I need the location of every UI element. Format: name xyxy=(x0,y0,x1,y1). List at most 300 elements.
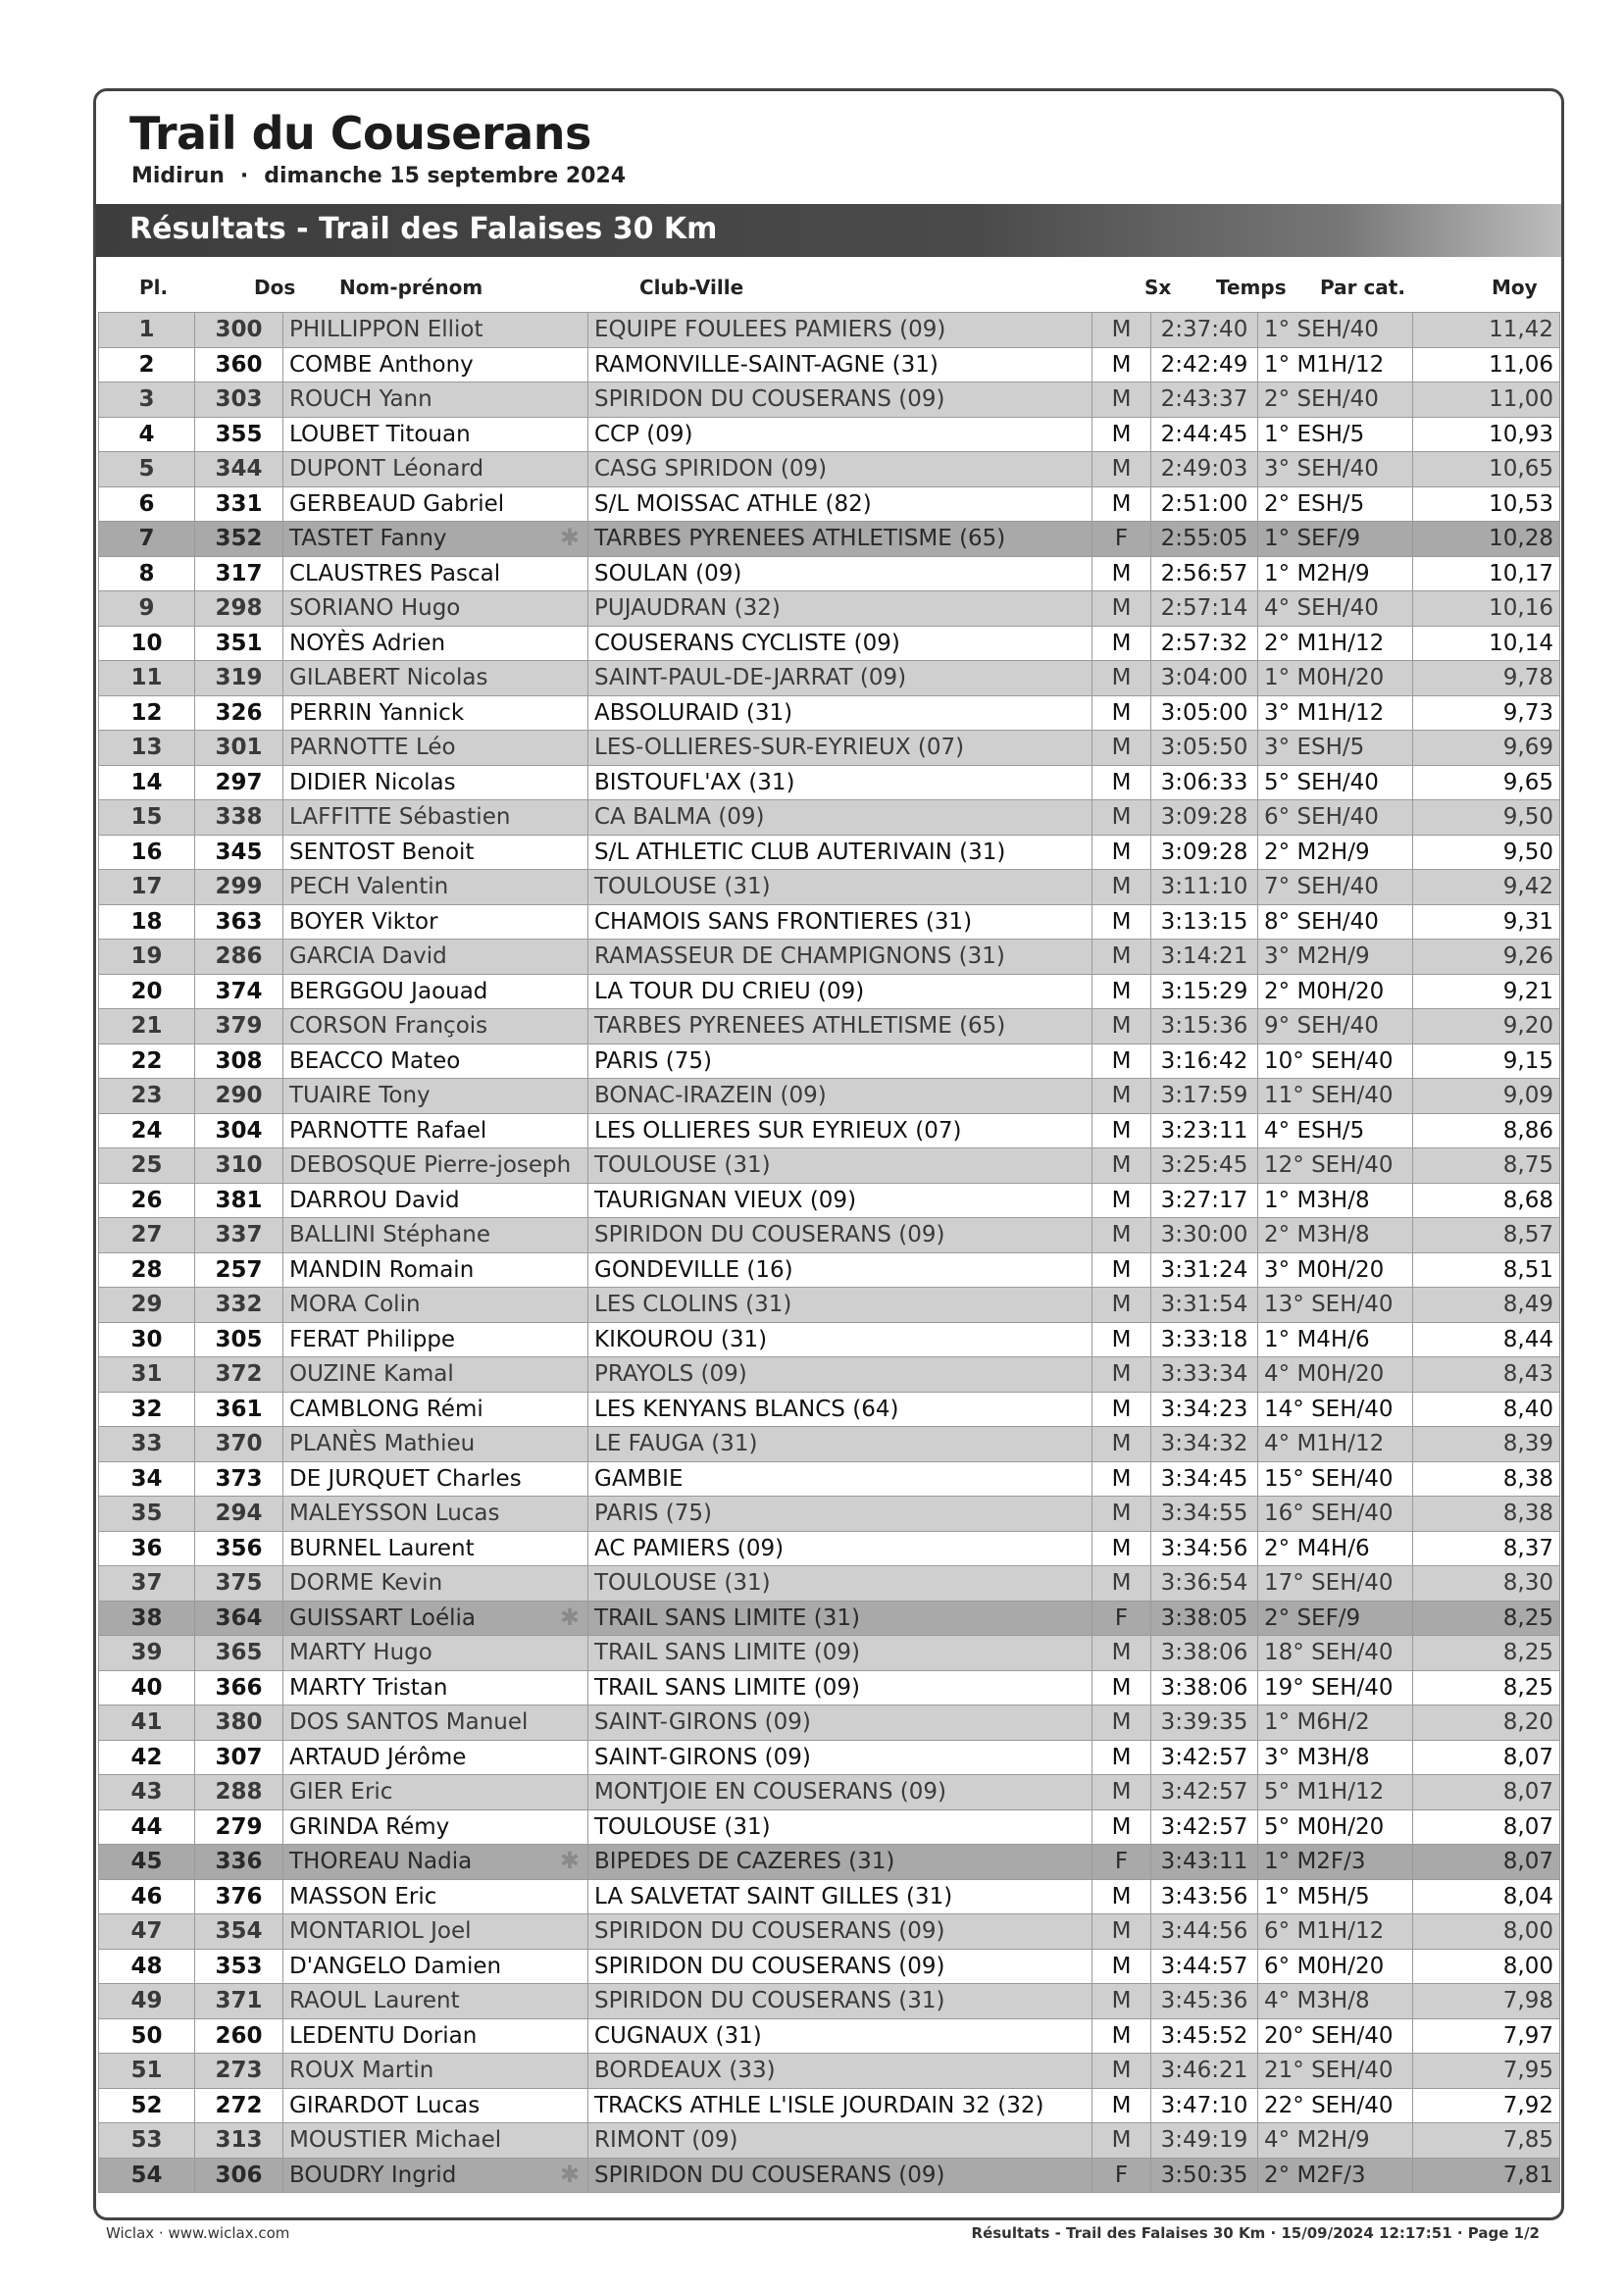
cell-pl: 45 xyxy=(99,1845,195,1880)
cell-moy: 9,09 xyxy=(1413,1079,1560,1114)
cell-sx: M xyxy=(1092,1566,1151,1602)
cell-club: KIKOUROU (31) xyxy=(588,1322,1092,1357)
cell-sx: M xyxy=(1092,835,1151,870)
cell-nom: COMBE Anthony xyxy=(283,347,588,382)
cell-moy: 8,07 xyxy=(1413,1809,1560,1845)
cell-moy: 7,97 xyxy=(1413,2018,1560,2054)
table-row xyxy=(99,1566,1560,1602)
cell-club: TARBES PYRENEES ATHLETISME (65) xyxy=(588,1009,1092,1044)
cell-cat: 21° SEH/40 xyxy=(1258,2054,1413,2089)
cell-pl: 19 xyxy=(99,940,195,975)
table-row xyxy=(99,1531,1560,1566)
cell-cat: 17° SEH/40 xyxy=(1258,1566,1413,1602)
cell-temps: 3:23:11 xyxy=(1151,1113,1258,1148)
cell-dos: 298 xyxy=(195,591,283,627)
cell-cat: 10° SEH/40 xyxy=(1258,1044,1413,1079)
table-row xyxy=(99,731,1560,766)
cell-pl: 4 xyxy=(99,417,195,452)
cell-nom: GILABERT Nicolas xyxy=(283,661,588,696)
cell-moy: 8,38 xyxy=(1413,1461,1560,1497)
cell-cat: 18° SEH/40 xyxy=(1258,1636,1413,1671)
cell-club: CUGNAUX (31) xyxy=(588,2018,1092,2054)
cell-sx: M xyxy=(1092,1218,1151,1253)
cell-temps: 3:44:56 xyxy=(1151,1914,1258,1950)
table-row xyxy=(99,1914,1560,1950)
table-row xyxy=(99,695,1560,731)
cell-cat: 3° SEH/40 xyxy=(1258,452,1413,487)
cell-sx: M xyxy=(1092,661,1151,696)
cell-club: LA TOUR DU CRIEU (09) xyxy=(588,974,1092,1009)
cell-club: GONDEVILLE (16) xyxy=(588,1252,1092,1288)
event-date: dimanche 15 septembre 2024 xyxy=(264,164,627,188)
cell-sx: M xyxy=(1092,556,1151,591)
cell-cat: 4° SEH/40 xyxy=(1258,591,1413,627)
cell-nom: ARTAUD Jérôme xyxy=(283,1740,588,1775)
cell-sx: M xyxy=(1092,313,1151,348)
cell-club: LES-OLLIERES-SUR-EYRIEUX (07) xyxy=(588,731,1092,766)
cell-sx: M xyxy=(1092,1809,1151,1845)
cell-sx: M xyxy=(1092,1148,1151,1184)
cell-sx: M xyxy=(1092,1775,1151,1810)
table-row xyxy=(99,1740,1560,1775)
cell-temps: 3:31:24 xyxy=(1151,1252,1258,1288)
table-row xyxy=(99,556,1560,591)
cell-sx: M xyxy=(1092,904,1151,940)
cell-moy: 10,53 xyxy=(1413,486,1560,522)
cell-sx: M xyxy=(1092,1288,1151,1323)
cell-moy: 7,98 xyxy=(1413,1984,1560,2019)
cell-sx: M xyxy=(1092,1879,1151,1914)
cell-cat: 11° SEH/40 xyxy=(1258,1079,1413,1114)
cell-pl: 3 xyxy=(99,382,195,418)
cell-cat: 4° M0H/20 xyxy=(1258,1357,1413,1393)
cell-temps: 3:34:56 xyxy=(1151,1531,1258,1566)
table-row xyxy=(99,1879,1560,1914)
cell-sx: M xyxy=(1092,1636,1151,1671)
cell-moy: 8,57 xyxy=(1413,1218,1560,1253)
cell-moy: 8,37 xyxy=(1413,1531,1560,1566)
cell-dos: 365 xyxy=(195,1636,283,1671)
table-row xyxy=(99,382,1560,418)
cell-club: PARIS (75) xyxy=(588,1497,1092,1532)
cell-sx: M xyxy=(1092,695,1151,731)
cell-sx: M xyxy=(1092,1113,1151,1148)
cell-pl: 39 xyxy=(99,1636,195,1671)
cell-dos: 370 xyxy=(195,1427,283,1462)
cell-dos: 338 xyxy=(195,800,283,836)
cell-temps: 3:38:06 xyxy=(1151,1670,1258,1706)
cell-temps: 3:06:33 xyxy=(1151,765,1258,800)
cell-dos: 317 xyxy=(195,556,283,591)
cell-moy: 8,49 xyxy=(1413,1288,1560,1323)
cell-cat: 4° ESH/5 xyxy=(1258,1113,1413,1148)
cell-cat: 1° M2H/9 xyxy=(1258,556,1413,591)
table-row xyxy=(99,1009,1560,1044)
table-row xyxy=(99,1636,1560,1671)
cell-cat: 2° ESH/5 xyxy=(1258,486,1413,522)
cell-sx: M xyxy=(1092,1392,1151,1427)
cell-dos: 379 xyxy=(195,1009,283,1044)
cell-moy: 9,50 xyxy=(1413,800,1560,836)
cell-temps: 3:38:05 xyxy=(1151,1601,1258,1636)
cell-cat: 14° SEH/40 xyxy=(1258,1392,1413,1427)
cell-dos: 352 xyxy=(195,522,283,557)
cell-temps: 2:51:00 xyxy=(1151,486,1258,522)
cell-temps: 3:05:50 xyxy=(1151,731,1258,766)
cell-nom: GRINDA Rémy xyxy=(283,1809,588,1845)
footer-credit: Wiclax · www.wiclax.com xyxy=(106,2224,290,2242)
cell-dos: 301 xyxy=(195,731,283,766)
cell-sx: M xyxy=(1092,974,1151,1009)
table-row xyxy=(99,522,1560,557)
cell-dos: 257 xyxy=(195,1252,283,1288)
cell-temps: 3:34:23 xyxy=(1151,1392,1258,1427)
cell-pl: 52 xyxy=(99,2088,195,2123)
cell-pl: 1 xyxy=(99,313,195,348)
cell-dos: 307 xyxy=(195,1740,283,1775)
cell-cat: 6° SEH/40 xyxy=(1258,800,1413,836)
cell-cat: 3° M2H/9 xyxy=(1258,940,1413,975)
cell-temps: 3:47:10 xyxy=(1151,2088,1258,2123)
cell-club: SPIRIDON DU COUSERANS (31) xyxy=(588,1984,1092,2019)
cell-moy: 7,85 xyxy=(1413,2123,1560,2159)
cell-temps: 3:04:00 xyxy=(1151,661,1258,696)
cell-club: LA SALVETAT SAINT GILLES (31) xyxy=(588,1879,1092,1914)
cell-temps: 2:56:57 xyxy=(1151,556,1258,591)
cell-nom: DEBOSQUE Pierre-joseph xyxy=(283,1148,588,1184)
cell-cat: 13° SEH/40 xyxy=(1258,1288,1413,1323)
cell-cat: 12° SEH/40 xyxy=(1258,1148,1413,1184)
cell-club: SAINT-GIRONS (09) xyxy=(588,1740,1092,1775)
cell-pl: 23 xyxy=(99,1079,195,1114)
cell-temps: 2:43:37 xyxy=(1151,382,1258,418)
cell-dos: 373 xyxy=(195,1461,283,1497)
cell-club: TOULOUSE (31) xyxy=(588,1809,1092,1845)
cell-sx: M xyxy=(1092,940,1151,975)
cell-nom: GUISSART Loélia ✱ xyxy=(283,1601,588,1636)
cell-nom: BOYER Viktor xyxy=(283,904,588,940)
table-row xyxy=(99,974,1560,1009)
cell-dos: 306 xyxy=(195,2158,283,2193)
table-row xyxy=(99,626,1560,661)
cell-moy: 8,04 xyxy=(1413,1879,1560,1914)
cell-nom: BURNEL Laurent xyxy=(283,1531,588,1566)
cell-cat: 2° M4H/6 xyxy=(1258,1531,1413,1566)
cell-moy: 9,31 xyxy=(1413,904,1560,940)
table-row xyxy=(99,1322,1560,1357)
table-row xyxy=(99,870,1560,905)
cell-club: SPIRIDON DU COUSERANS (09) xyxy=(588,1218,1092,1253)
table-row xyxy=(99,1670,1560,1706)
cell-moy: 8,86 xyxy=(1413,1113,1560,1148)
cell-club: PUJAUDRAN (32) xyxy=(588,591,1092,627)
cell-cat: 7° SEH/40 xyxy=(1258,870,1413,905)
cell-moy: 8,07 xyxy=(1413,1740,1560,1775)
table-row xyxy=(99,765,1560,800)
cell-temps: 3:05:00 xyxy=(1151,695,1258,731)
cell-club: SOULAN (09) xyxy=(588,556,1092,591)
cell-cat: 2° M3H/8 xyxy=(1258,1218,1413,1253)
cell-moy: 7,81 xyxy=(1413,2158,1560,2193)
cell-cat: 8° SEH/40 xyxy=(1258,904,1413,940)
cell-dos: 279 xyxy=(195,1809,283,1845)
cell-cat: 1° M2F/3 xyxy=(1258,1845,1413,1880)
cell-pl: 5 xyxy=(99,452,195,487)
cell-moy: 8,44 xyxy=(1413,1322,1560,1357)
cell-dos: 288 xyxy=(195,1775,283,1810)
cell-dos: 363 xyxy=(195,904,283,940)
table-row xyxy=(99,904,1560,940)
cell-temps: 2:55:05 xyxy=(1151,522,1258,557)
table-row xyxy=(99,2123,1560,2159)
cell-temps: 3:43:56 xyxy=(1151,1879,1258,1914)
cell-cat: 3° M0H/20 xyxy=(1258,1252,1413,1288)
cell-temps: 3:09:28 xyxy=(1151,800,1258,836)
table-row xyxy=(99,1984,1560,2019)
cell-moy: 9,69 xyxy=(1413,731,1560,766)
cell-cat: 1° SEF/9 xyxy=(1258,522,1413,557)
cell-temps: 3:11:10 xyxy=(1151,870,1258,905)
cell-club: SPIRIDON DU COUSERANS (09) xyxy=(588,382,1092,418)
cell-sx: F xyxy=(1092,1845,1151,1880)
cell-nom: PLANÈS Mathieu xyxy=(283,1427,588,1462)
cell-club: TRAIL SANS LIMITE (09) xyxy=(588,1670,1092,1706)
cell-temps: 3:42:57 xyxy=(1151,1740,1258,1775)
cell-cat: 1° M3H/8 xyxy=(1258,1183,1413,1218)
col-nom: Nom-prénom xyxy=(339,276,483,299)
cell-pl: 10 xyxy=(99,626,195,661)
cell-moy: 8,39 xyxy=(1413,1427,1560,1462)
cell-club: CCP (09) xyxy=(588,417,1092,452)
cell-cat: 1° SEH/40 xyxy=(1258,313,1413,348)
cell-moy: 7,95 xyxy=(1413,2054,1560,2089)
cell-sx: M xyxy=(1092,2123,1151,2159)
cell-pl: 15 xyxy=(99,800,195,836)
cell-club: LE FAUGA (31) xyxy=(588,1427,1092,1462)
cell-sx: M xyxy=(1092,1706,1151,1741)
cell-nom: BERGGOU Jaouad xyxy=(283,974,588,1009)
cell-dos: 356 xyxy=(195,1531,283,1566)
cell-moy: 8,20 xyxy=(1413,1706,1560,1741)
table-row xyxy=(99,1809,1560,1845)
cell-sx: M xyxy=(1092,1009,1151,1044)
cell-moy: 8,51 xyxy=(1413,1252,1560,1288)
cell-sx: M xyxy=(1092,1183,1151,1218)
cell-club: S/L ATHLETIC CLUB AUTERIVAIN (31) xyxy=(588,835,1092,870)
cell-cat: 2° M2H/9 xyxy=(1258,835,1413,870)
cell-temps: 2:37:40 xyxy=(1151,313,1258,348)
cell-dos: 286 xyxy=(195,940,283,975)
cell-dos: 344 xyxy=(195,452,283,487)
cell-pl: 6 xyxy=(99,486,195,522)
cell-moy: 8,07 xyxy=(1413,1845,1560,1880)
table-row xyxy=(99,661,1560,696)
cell-moy: 9,65 xyxy=(1413,765,1560,800)
cell-club: LES OLLIERES SUR EYRIEUX (07) xyxy=(588,1113,1092,1148)
cell-temps: 3:17:59 xyxy=(1151,1079,1258,1114)
cell-dos: 273 xyxy=(195,2054,283,2089)
table-row xyxy=(99,1148,1560,1184)
cell-cat: 3° ESH/5 xyxy=(1258,731,1413,766)
cell-sx: M xyxy=(1092,765,1151,800)
cell-temps: 3:43:11 xyxy=(1151,1845,1258,1880)
cell-nom: TASTET Fanny ✱ xyxy=(283,522,588,557)
cell-club: MONTJOIE EN COUSERANS (09) xyxy=(588,1775,1092,1810)
cell-temps: 3:31:54 xyxy=(1151,1288,1258,1323)
cell-moy: 11,06 xyxy=(1413,347,1560,382)
cell-nom: SORIANO Hugo xyxy=(283,591,588,627)
cell-club: TRAIL SANS LIMITE (09) xyxy=(588,1636,1092,1671)
cell-pl: 2 xyxy=(99,347,195,382)
cell-dos: 376 xyxy=(195,1879,283,1914)
cell-nom: MARTY Hugo xyxy=(283,1636,588,1671)
cell-moy: 8,30 xyxy=(1413,1566,1560,1602)
cell-nom: PARNOTTE Léo xyxy=(283,731,588,766)
cell-nom: D'ANGELO Damien xyxy=(283,1949,588,1984)
cell-temps: 3:34:55 xyxy=(1151,1497,1258,1532)
cell-pl: 22 xyxy=(99,1044,195,1079)
cell-club: BISTOUFL'AX (31) xyxy=(588,765,1092,800)
cell-nom: MANDIN Romain xyxy=(283,1252,588,1288)
cell-cat: 2° M1H/12 xyxy=(1258,626,1413,661)
table-row xyxy=(99,1288,1560,1323)
cell-moy: 9,78 xyxy=(1413,661,1560,696)
cell-sx: M xyxy=(1092,1531,1151,1566)
cell-pl: 28 xyxy=(99,1252,195,1288)
separator-dot: · xyxy=(239,164,249,188)
cell-pl: 33 xyxy=(99,1427,195,1462)
cell-moy: 7,92 xyxy=(1413,2088,1560,2123)
cell-sx: M xyxy=(1092,1079,1151,1114)
cell-dos: 337 xyxy=(195,1218,283,1253)
cell-temps: 2:49:03 xyxy=(1151,452,1258,487)
col-temps: Temps xyxy=(1216,276,1287,299)
cell-cat: 2° SEH/40 xyxy=(1258,382,1413,418)
cell-temps: 2:57:32 xyxy=(1151,626,1258,661)
cell-sx: M xyxy=(1092,2088,1151,2123)
cell-sx: M xyxy=(1092,731,1151,766)
table-row xyxy=(99,313,1560,348)
cell-temps: 3:14:21 xyxy=(1151,940,1258,975)
event-title: Trail du Couserans xyxy=(129,107,591,160)
cell-moy: 10,93 xyxy=(1413,417,1560,452)
cell-cat: 1° M0H/20 xyxy=(1258,661,1413,696)
cell-nom: OUZINE Kamal xyxy=(283,1357,588,1393)
cell-moy: 8,68 xyxy=(1413,1183,1560,1218)
cell-moy: 8,38 xyxy=(1413,1497,1560,1532)
cell-club: CASG SPIRIDON (09) xyxy=(588,452,1092,487)
cell-temps: 3:46:21 xyxy=(1151,2054,1258,2089)
cell-moy: 8,43 xyxy=(1413,1357,1560,1393)
cell-sx: M xyxy=(1092,1740,1151,1775)
cell-nom: DE JURQUET Charles xyxy=(283,1461,588,1497)
table-row xyxy=(99,1044,1560,1079)
cell-cat: 1° M6H/2 xyxy=(1258,1706,1413,1741)
cell-temps: 3:33:18 xyxy=(1151,1322,1258,1357)
cell-sx: M xyxy=(1092,2018,1151,2054)
cell-moy: 10,14 xyxy=(1413,626,1560,661)
cell-cat: 2° M2F/3 xyxy=(1258,2158,1413,2193)
cell-cat: 2° M0H/20 xyxy=(1258,974,1413,1009)
cell-cat: 19° SEH/40 xyxy=(1258,1670,1413,1706)
cell-temps: 3:45:52 xyxy=(1151,2018,1258,2054)
cell-sx: M xyxy=(1092,1670,1151,1706)
table-row xyxy=(99,1601,1560,1636)
cell-pl: 53 xyxy=(99,2123,195,2159)
table-row xyxy=(99,2088,1560,2123)
table-row xyxy=(99,2018,1560,2054)
cell-club: SAINT-GIRONS (09) xyxy=(588,1706,1092,1741)
cell-nom: GARCIA David xyxy=(283,940,588,975)
cell-club: GAMBIE xyxy=(588,1461,1092,1497)
cell-temps: 2:57:14 xyxy=(1151,591,1258,627)
cell-club: ABSOLURAID (31) xyxy=(588,695,1092,731)
col-club: Club-Ville xyxy=(639,276,744,299)
cell-moy: 8,07 xyxy=(1413,1775,1560,1810)
table-row xyxy=(99,1392,1560,1427)
results-banner xyxy=(96,204,1561,257)
cell-moy: 8,25 xyxy=(1413,1670,1560,1706)
cell-club: EQUIPE FOULEES PAMIERS (09) xyxy=(588,313,1092,348)
cell-club: SPIRIDON DU COUSERANS (09) xyxy=(588,1914,1092,1950)
cell-nom: LEDENTU Dorian xyxy=(283,2018,588,2054)
cell-dos: 361 xyxy=(195,1392,283,1427)
cell-cat: 1° M4H/6 xyxy=(1258,1322,1413,1357)
cell-nom: PECH Valentin xyxy=(283,870,588,905)
cell-sx: M xyxy=(1092,2054,1151,2089)
table-row xyxy=(99,347,1560,382)
table-row xyxy=(99,1775,1560,1810)
cell-temps: 3:34:32 xyxy=(1151,1427,1258,1462)
column-headers xyxy=(96,274,1561,301)
cell-temps: 3:44:57 xyxy=(1151,1949,1258,1984)
cell-nom: CLAUSTRES Pascal xyxy=(283,556,588,591)
cell-dos: 297 xyxy=(195,765,283,800)
cell-dos: 371 xyxy=(195,1984,283,2019)
table-row xyxy=(99,1461,1560,1497)
cell-moy: 9,50 xyxy=(1413,835,1560,870)
cell-dos: 290 xyxy=(195,1079,283,1114)
cell-cat: 5° M1H/12 xyxy=(1258,1775,1413,1810)
cell-sx: M xyxy=(1092,486,1151,522)
cell-pl: 14 xyxy=(99,765,195,800)
cell-club: BORDEAUX (33) xyxy=(588,2054,1092,2089)
cell-dos: 372 xyxy=(195,1357,283,1393)
cell-moy: 11,00 xyxy=(1413,382,1560,418)
cell-nom: DIDIER Nicolas xyxy=(283,765,588,800)
footer-page-info: Résultats - Trail des Falaises 30 Km · 15/09/2024 12:17:51 · Page 1/2 xyxy=(971,2224,1540,2242)
cell-cat: 6° M0H/20 xyxy=(1258,1949,1413,1984)
cell-pl: 46 xyxy=(99,1879,195,1914)
cell-nom: SENTOST Benoit xyxy=(283,835,588,870)
cell-pl: 21 xyxy=(99,1009,195,1044)
cell-club: TOULOUSE (31) xyxy=(588,1566,1092,1602)
cell-club: CA BALMA (09) xyxy=(588,800,1092,836)
cell-nom: NOYÈS Adrien xyxy=(283,626,588,661)
table-row xyxy=(99,1845,1560,1880)
cell-sx: M xyxy=(1092,626,1151,661)
cell-pl: 50 xyxy=(99,2018,195,2054)
cell-dos: 326 xyxy=(195,695,283,731)
cell-dos: 332 xyxy=(195,1288,283,1323)
cell-moy: 9,20 xyxy=(1413,1009,1560,1044)
cell-dos: 310 xyxy=(195,1148,283,1184)
cell-dos: 304 xyxy=(195,1113,283,1148)
cell-club: AC PAMIERS (09) xyxy=(588,1531,1092,1566)
cell-club: RAMONVILLE-SAINT-AGNE (31) xyxy=(588,347,1092,382)
cell-club: BIPEDES DE CAZERES (31) xyxy=(588,1845,1092,1880)
cell-dos: 355 xyxy=(195,417,283,452)
